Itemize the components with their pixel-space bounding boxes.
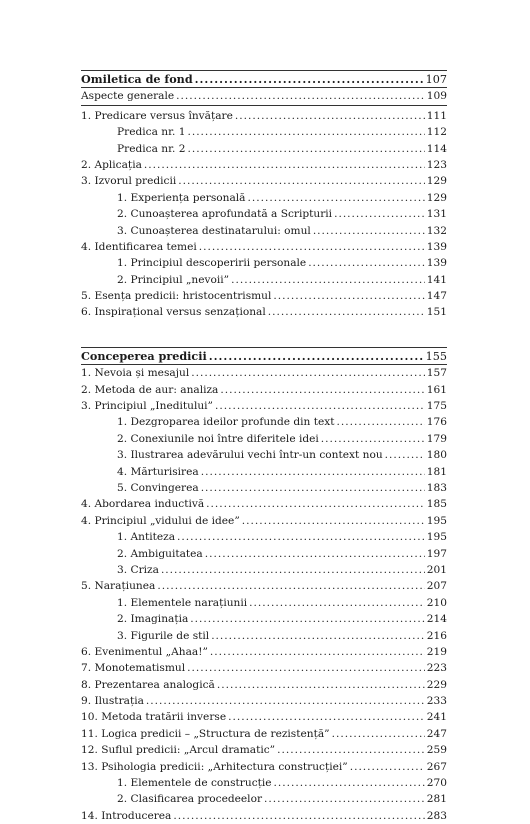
toc-entry-title: 11. Logica predicii – „Structura de rezistență”: [81, 727, 330, 740]
dot-leader: [249, 595, 425, 611]
dot-leader: [248, 190, 425, 206]
toc-entry-title: 8. Prezentarea analogică: [81, 678, 215, 691]
toc-subentry[interactable]: [81, 546, 447, 562]
toc-entry-page: 147: [426, 290, 447, 303]
dot-leader: [190, 611, 424, 627]
toc-entry-title: 1. Principiul descoperirii personale: [117, 257, 307, 270]
toc-subentry[interactable]: [81, 255, 447, 271]
dot-leader: [211, 628, 425, 644]
dot-leader: [268, 304, 425, 320]
toc-entry[interactable]: [81, 365, 447, 381]
toc-entry-title: Predica nr. 1: [117, 126, 186, 139]
toc-entry[interactable]: [81, 709, 447, 725]
section-heading[interactable]: [81, 348, 447, 364]
dot-leader: [209, 348, 424, 364]
toc-entry[interactable]: [81, 660, 447, 676]
toc-entry-page: 114: [426, 142, 447, 155]
dot-leader: [334, 206, 425, 222]
toc-entry-title: 4. Identificarea temei: [81, 240, 197, 253]
dot-leader: [201, 464, 425, 480]
toc-entry-page: 281: [426, 793, 447, 806]
toc-entry-page: 267: [426, 760, 447, 773]
toc-entry-page: 132: [426, 224, 447, 237]
toc-entry-title: 9. Ilustrația: [81, 695, 144, 708]
toc-entry-title: 7. Monotematismul: [81, 662, 186, 675]
toc-entry-page: 214: [426, 613, 447, 626]
toc-entry-title: 4. Principiul „vidului de idee”: [81, 514, 240, 527]
toc-entry-page: 161: [426, 383, 447, 396]
toc-subentry[interactable]: [81, 414, 447, 430]
toc-entry-page: 229: [426, 678, 447, 691]
toc-entry[interactable]: [81, 693, 447, 709]
toc-entry-page: 223: [426, 662, 447, 675]
toc-entry[interactable]: [81, 173, 447, 189]
dot-leader: [199, 239, 425, 255]
toc-entry[interactable]: [81, 496, 447, 512]
toc-entry-page: 219: [426, 645, 447, 658]
toc-entry-title: 5. Convingerea: [117, 481, 199, 494]
dot-leader: [273, 288, 424, 304]
toc-entry-title: 6. Inspirațional versus senzațional: [81, 306, 266, 319]
toc-entry-title: 4. Abordarea inductivă: [81, 498, 205, 511]
toc-entry-page: 233: [426, 695, 447, 708]
toc-entry-page: 129: [426, 191, 447, 204]
toc-entry-title: 2. Metoda de aur: analiza: [81, 383, 219, 396]
toc-entry-title: Predica nr. 2: [117, 142, 186, 155]
toc-entry-page: 185: [426, 498, 447, 511]
toc-entry[interactable]: [81, 677, 447, 693]
toc-entry-title: 14. Introducerea: [81, 809, 172, 822]
table-of-contents: [81, 70, 447, 824]
toc-entry-page: 123: [426, 158, 447, 171]
toc-entry-title: 1. Dezgroparea ideilor profunde din text: [117, 416, 335, 429]
toc-entry-title: 3. Figurile de stil: [117, 629, 210, 642]
toc-entry-page: 141: [426, 273, 447, 286]
dot-leader: [191, 365, 425, 381]
dot-leader: [217, 677, 425, 693]
dot-leader: [337, 414, 425, 430]
toc-entry-page: 129: [426, 175, 447, 188]
toc-entry-page: 210: [426, 596, 447, 609]
toc-subentry[interactable]: [81, 562, 447, 578]
section-spacer: [81, 321, 447, 347]
toc-subentry[interactable]: [81, 272, 447, 288]
toc-entry-page: 180: [426, 449, 447, 462]
toc-entry-page: 207: [426, 580, 447, 593]
toc-subentry[interactable]: [81, 124, 447, 140]
toc-entry[interactable]: [81, 382, 447, 398]
toc-entry-title: 10. Metoda tratării inverse: [81, 711, 227, 724]
toc-entry-title: 3. Izvorul predicii: [81, 175, 177, 188]
dot-leader: [220, 382, 424, 398]
dot-leader: [235, 108, 425, 124]
toc-subentry[interactable]: [81, 223, 447, 239]
toc-entry[interactable]: [81, 759, 447, 775]
toc-entry-title: 1. Predicare versus învățare: [81, 109, 233, 122]
toc-entry-page: 139: [426, 257, 447, 270]
toc-entry[interactable]: [81, 808, 447, 824]
dot-leader: [187, 660, 425, 676]
toc-subentry[interactable]: [81, 628, 447, 644]
toc-entry-title: 3. Principiul „Ineditului”: [81, 400, 213, 413]
dot-leader: [195, 71, 424, 87]
toc-entry-page: 112: [426, 126, 447, 139]
dot-leader: [173, 808, 424, 824]
dot-leader: [161, 562, 425, 578]
toc-subentry[interactable]: [81, 447, 447, 463]
dot-leader: [313, 223, 425, 239]
toc-entry-page: 183: [426, 481, 447, 494]
toc-entry-title: 5. Narațiunea: [81, 580, 156, 593]
toc-entry[interactable]: [81, 88, 447, 104]
dot-leader: [187, 124, 424, 140]
toc-entry[interactable]: [81, 644, 447, 660]
dot-leader: [242, 513, 425, 529]
dot-leader: [206, 496, 425, 512]
toc-entry-page: 111: [426, 109, 447, 122]
toc-entry-title: 1. Nevoia și mesajul: [81, 367, 190, 380]
toc-entry[interactable]: [81, 157, 447, 173]
toc-entry-title: 3. Criza: [117, 563, 159, 576]
toc-entry-page: 181: [426, 465, 447, 478]
toc-subentry[interactable]: [81, 595, 447, 611]
section-heading-page: 155: [425, 349, 447, 363]
toc-entry-page: 195: [426, 531, 447, 544]
toc-entry-page: 247: [426, 727, 447, 740]
toc-entry-page: 175: [426, 400, 447, 413]
dot-leader: [228, 709, 425, 725]
toc-entry-title: 6. Evenimentul „Ahaa!”: [81, 645, 208, 658]
dot-leader: [176, 88, 425, 104]
toc-entry[interactable]: [81, 304, 447, 320]
toc-entry-page: 283: [426, 809, 447, 822]
dot-leader: [215, 398, 425, 414]
toc-entry-title: 2. Clasificarea procedeelor: [117, 793, 263, 806]
toc-subentry[interactable]: [81, 791, 447, 807]
toc-entry-title: 1. Elementele narațiunii: [117, 596, 248, 609]
section-heading[interactable]: [81, 71, 447, 87]
dot-leader: [144, 157, 425, 173]
toc-entry[interactable]: [81, 578, 447, 594]
toc-entry-title: 2. Conexiunile noi între diferitele idei: [117, 432, 319, 445]
toc-entry-page: 176: [426, 416, 447, 429]
toc-entry-page: 216: [426, 629, 447, 642]
toc-entry-page: 131: [426, 208, 447, 221]
toc-subentry[interactable]: [81, 480, 447, 496]
toc-entry-page: 139: [426, 240, 447, 253]
toc-entry-title: 2. Principiul „nevoii”: [117, 273, 230, 286]
toc-entry-title: 2. Imaginația: [117, 613, 189, 626]
toc-entry-page: 195: [426, 514, 447, 527]
dot-leader: [277, 742, 425, 758]
toc-entry-title: 13. Psihologia predicii: „Arhitectura construcției”: [81, 760, 348, 773]
toc-subentry[interactable]: [81, 141, 447, 157]
toc-entry-title: 2. Ambiguitatea: [117, 547, 203, 560]
dot-leader: [210, 644, 425, 660]
toc-entry-title: 12. Suflul predicii: „Arcul dramatic”: [81, 744, 276, 757]
toc-entry-page: 241: [426, 711, 447, 724]
toc-subentry[interactable]: [81, 206, 447, 222]
toc-subentry[interactable]: [81, 464, 447, 480]
toc-entry[interactable]: [81, 726, 447, 742]
toc-entry-title: 4. Mărturisirea: [117, 465, 199, 478]
dot-leader: [332, 726, 425, 742]
section-heading-page: 107: [425, 73, 447, 86]
toc-entry[interactable]: [81, 513, 447, 529]
dot-leader: [264, 791, 425, 807]
dot-leader: [385, 447, 425, 463]
toc-entry-title: 1. Experiența personală: [117, 191, 246, 204]
toc-entry-title: 3. Cunoașterea destinatarului: omul: [117, 224, 311, 237]
toc-entry[interactable]: [81, 742, 447, 758]
toc-entry-page: 270: [426, 777, 447, 790]
toc-entry-page: 179: [426, 432, 447, 445]
toc-entry-page: 259: [426, 744, 447, 757]
toc-entry[interactable]: [81, 239, 447, 255]
toc-entry-page: 151: [426, 306, 447, 319]
section-heading-title: Conceperea predicii: [81, 348, 207, 363]
toc-subentry[interactable]: [81, 611, 447, 627]
dot-leader: [321, 431, 425, 447]
toc-entry-title: 5. Esența predicii: hristocentrismul: [81, 290, 272, 303]
toc-entry-title: Aspecte generale: [81, 90, 175, 103]
toc-entry[interactable]: [81, 288, 447, 304]
toc-entry-title: 2. Cunoașterea aprofundată a Scripturii: [117, 208, 333, 221]
dot-leader: [177, 529, 425, 545]
toc-subentry[interactable]: [81, 529, 447, 545]
toc-entry-title: 3. Ilustrarea adevărului vechi într-un context nou: [117, 449, 383, 462]
toc-entry[interactable]: [81, 398, 447, 414]
toc-subentry[interactable]: [81, 431, 447, 447]
dot-leader: [308, 255, 425, 271]
toc-entry-title: 2. Aplicația: [81, 158, 142, 171]
dot-leader: [231, 272, 425, 288]
dot-leader: [201, 480, 425, 496]
dot-leader: [187, 141, 424, 157]
toc-subentry[interactable]: [81, 775, 447, 791]
toc-subentry[interactable]: [81, 190, 447, 206]
dot-leader: [178, 173, 425, 189]
toc-entry[interactable]: [81, 108, 447, 124]
dot-leader: [274, 775, 425, 791]
section-heading-title: Omiletica de fond: [81, 72, 193, 86]
dot-leader: [146, 693, 425, 709]
toc-entry-page: 201: [426, 563, 447, 576]
dot-leader: [205, 546, 425, 562]
dot-leader: [157, 578, 424, 594]
toc-entry-page: 197: [426, 547, 447, 560]
toc-entry-page: 157: [426, 367, 447, 380]
dot-leader: [350, 759, 425, 775]
toc-entry-page: 109: [426, 90, 447, 103]
toc-entry-title: 1. Elementele de construcție: [117, 777, 272, 790]
toc-entry-title: 1. Antiteza: [117, 531, 176, 544]
